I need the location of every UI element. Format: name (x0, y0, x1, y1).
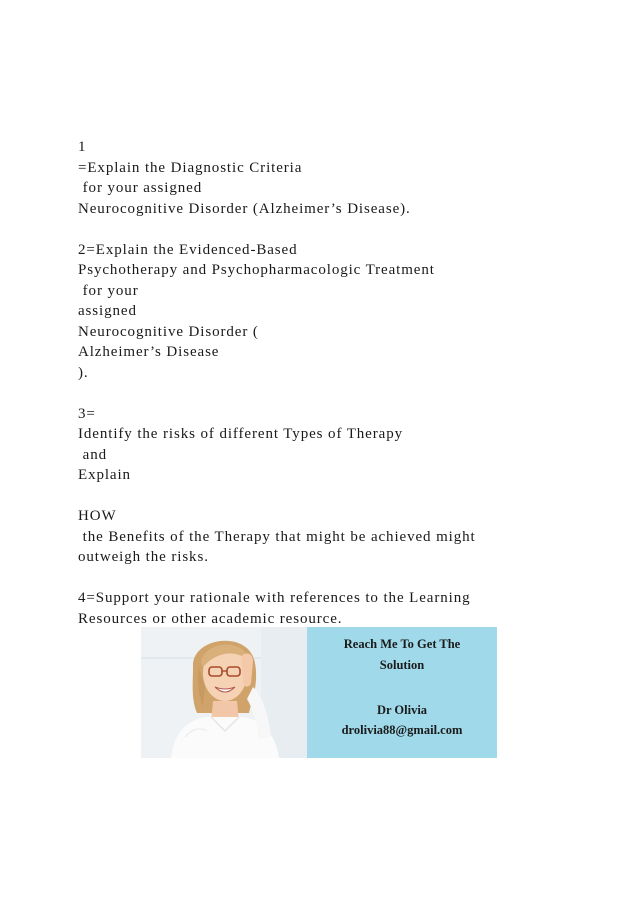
blank-line (78, 568, 578, 589)
doc-line: Neurocognitive Disorder (Alzheimer’s Disease). (78, 200, 411, 217)
contact-email[interactable]: drolivia88@gmail.com (341, 723, 463, 737)
contact-name: Dr Olivia (376, 703, 428, 717)
promo-heading: Reach Me To Get The (343, 637, 461, 651)
doc-line: assigned (78, 303, 137, 319)
doc-line: HOW (78, 508, 117, 524)
doc-line: 3= (78, 405, 96, 422)
doc-line: outweigh the risks. (78, 549, 209, 565)
doc-line: Resources or other academic resource. (78, 610, 343, 627)
doc-line: Neurocognitive Disorder ( (78, 323, 259, 340)
doc-line: Explain (78, 467, 131, 483)
doc-line: for your (78, 282, 139, 299)
doc-line: Psychotherapy and Psychopharmacologic Treatment (78, 262, 435, 278)
blank-line (78, 383, 578, 404)
doc-line: Identify the risks of different Types of Therapy (78, 426, 403, 442)
blank-line (78, 486, 578, 507)
promo-subheading: Solution (379, 658, 425, 672)
woman-photo (141, 627, 307, 758)
doc-line: and (78, 446, 108, 463)
doc-line: =Explain the Diagnostic Criteria (78, 159, 303, 176)
doc-line: 1 (78, 139, 87, 155)
doc-line: for your assigned (78, 180, 203, 196)
doc-line: the Benefits of the Therapy that might be achieved might (78, 528, 476, 545)
doc-line: 4=Support your rationale with references to the Learning (78, 590, 471, 606)
doc-line: Alzheimer’s Disease (78, 344, 220, 360)
promo-banner[interactable] (141, 627, 497, 758)
document-body (78, 137, 578, 629)
doc-line: ). (78, 364, 89, 381)
contact-panel (307, 627, 497, 758)
doc-line: 2=Explain the Evidenced-Based (78, 241, 298, 258)
blank-line (78, 219, 578, 240)
